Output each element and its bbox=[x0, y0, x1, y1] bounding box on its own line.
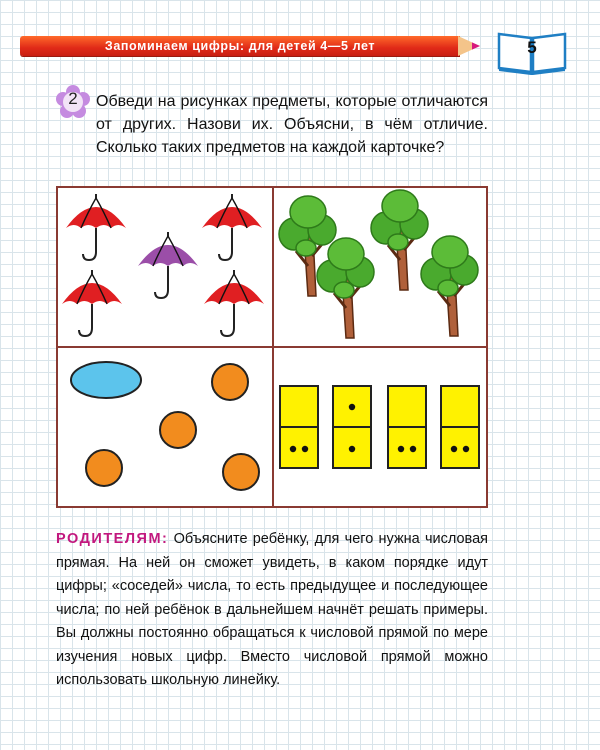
umbrella-purple-odd bbox=[138, 232, 198, 298]
parents-text: Объясните ребёнку, для чего нужна числовая прямая. На ней он сможет увидеть, в каком порядке идут цифры; «соседей» числа, то есть предыдущее и последующее числа; по ней ребёнок в дальнейшем начнёт решать примеры. Вы должны постоянно обращаться к числовой прямой по мере изучения новых цифр. Вместо числовой прямой можно использовать школьную линейку. bbox=[56, 531, 488, 688]
card-dominoes bbox=[274, 348, 486, 506]
card-trees bbox=[274, 188, 486, 346]
circle bbox=[212, 364, 248, 400]
domino-tile bbox=[280, 386, 318, 468]
page-number: 5 bbox=[527, 38, 537, 57]
umbrella-red bbox=[202, 194, 262, 260]
task-text: Обведи на рисунках предметы, которые отличаются от других. Назови их. Объясни, в чём отличие. Сколько таких предметов на каждой карточке? bbox=[96, 93, 488, 156]
umbrella-red bbox=[204, 270, 264, 336]
domino-tile bbox=[388, 386, 426, 468]
tree bbox=[421, 236, 478, 336]
task-number: 2 bbox=[68, 89, 78, 108]
umbrella-red bbox=[66, 194, 126, 260]
circle bbox=[160, 412, 196, 448]
pencil-tip-icon bbox=[458, 36, 488, 56]
cards-grid bbox=[56, 186, 488, 508]
header-title: Запоминаем цифры: для детей 4—5 лет bbox=[104, 39, 376, 53]
parents-note bbox=[56, 528, 488, 693]
header-bar bbox=[20, 36, 460, 56]
domino-tile bbox=[441, 386, 479, 468]
domino-tile-odd bbox=[333, 386, 371, 468]
umbrella-red bbox=[62, 270, 122, 336]
card-shapes bbox=[58, 348, 272, 506]
tree bbox=[371, 190, 428, 290]
tree bbox=[317, 238, 374, 338]
card-umbrellas bbox=[58, 188, 272, 346]
circle bbox=[223, 454, 259, 490]
circle bbox=[86, 450, 122, 486]
parents-label: РОДИТЕЛЯМ: bbox=[56, 531, 169, 547]
oval-odd bbox=[71, 362, 141, 398]
